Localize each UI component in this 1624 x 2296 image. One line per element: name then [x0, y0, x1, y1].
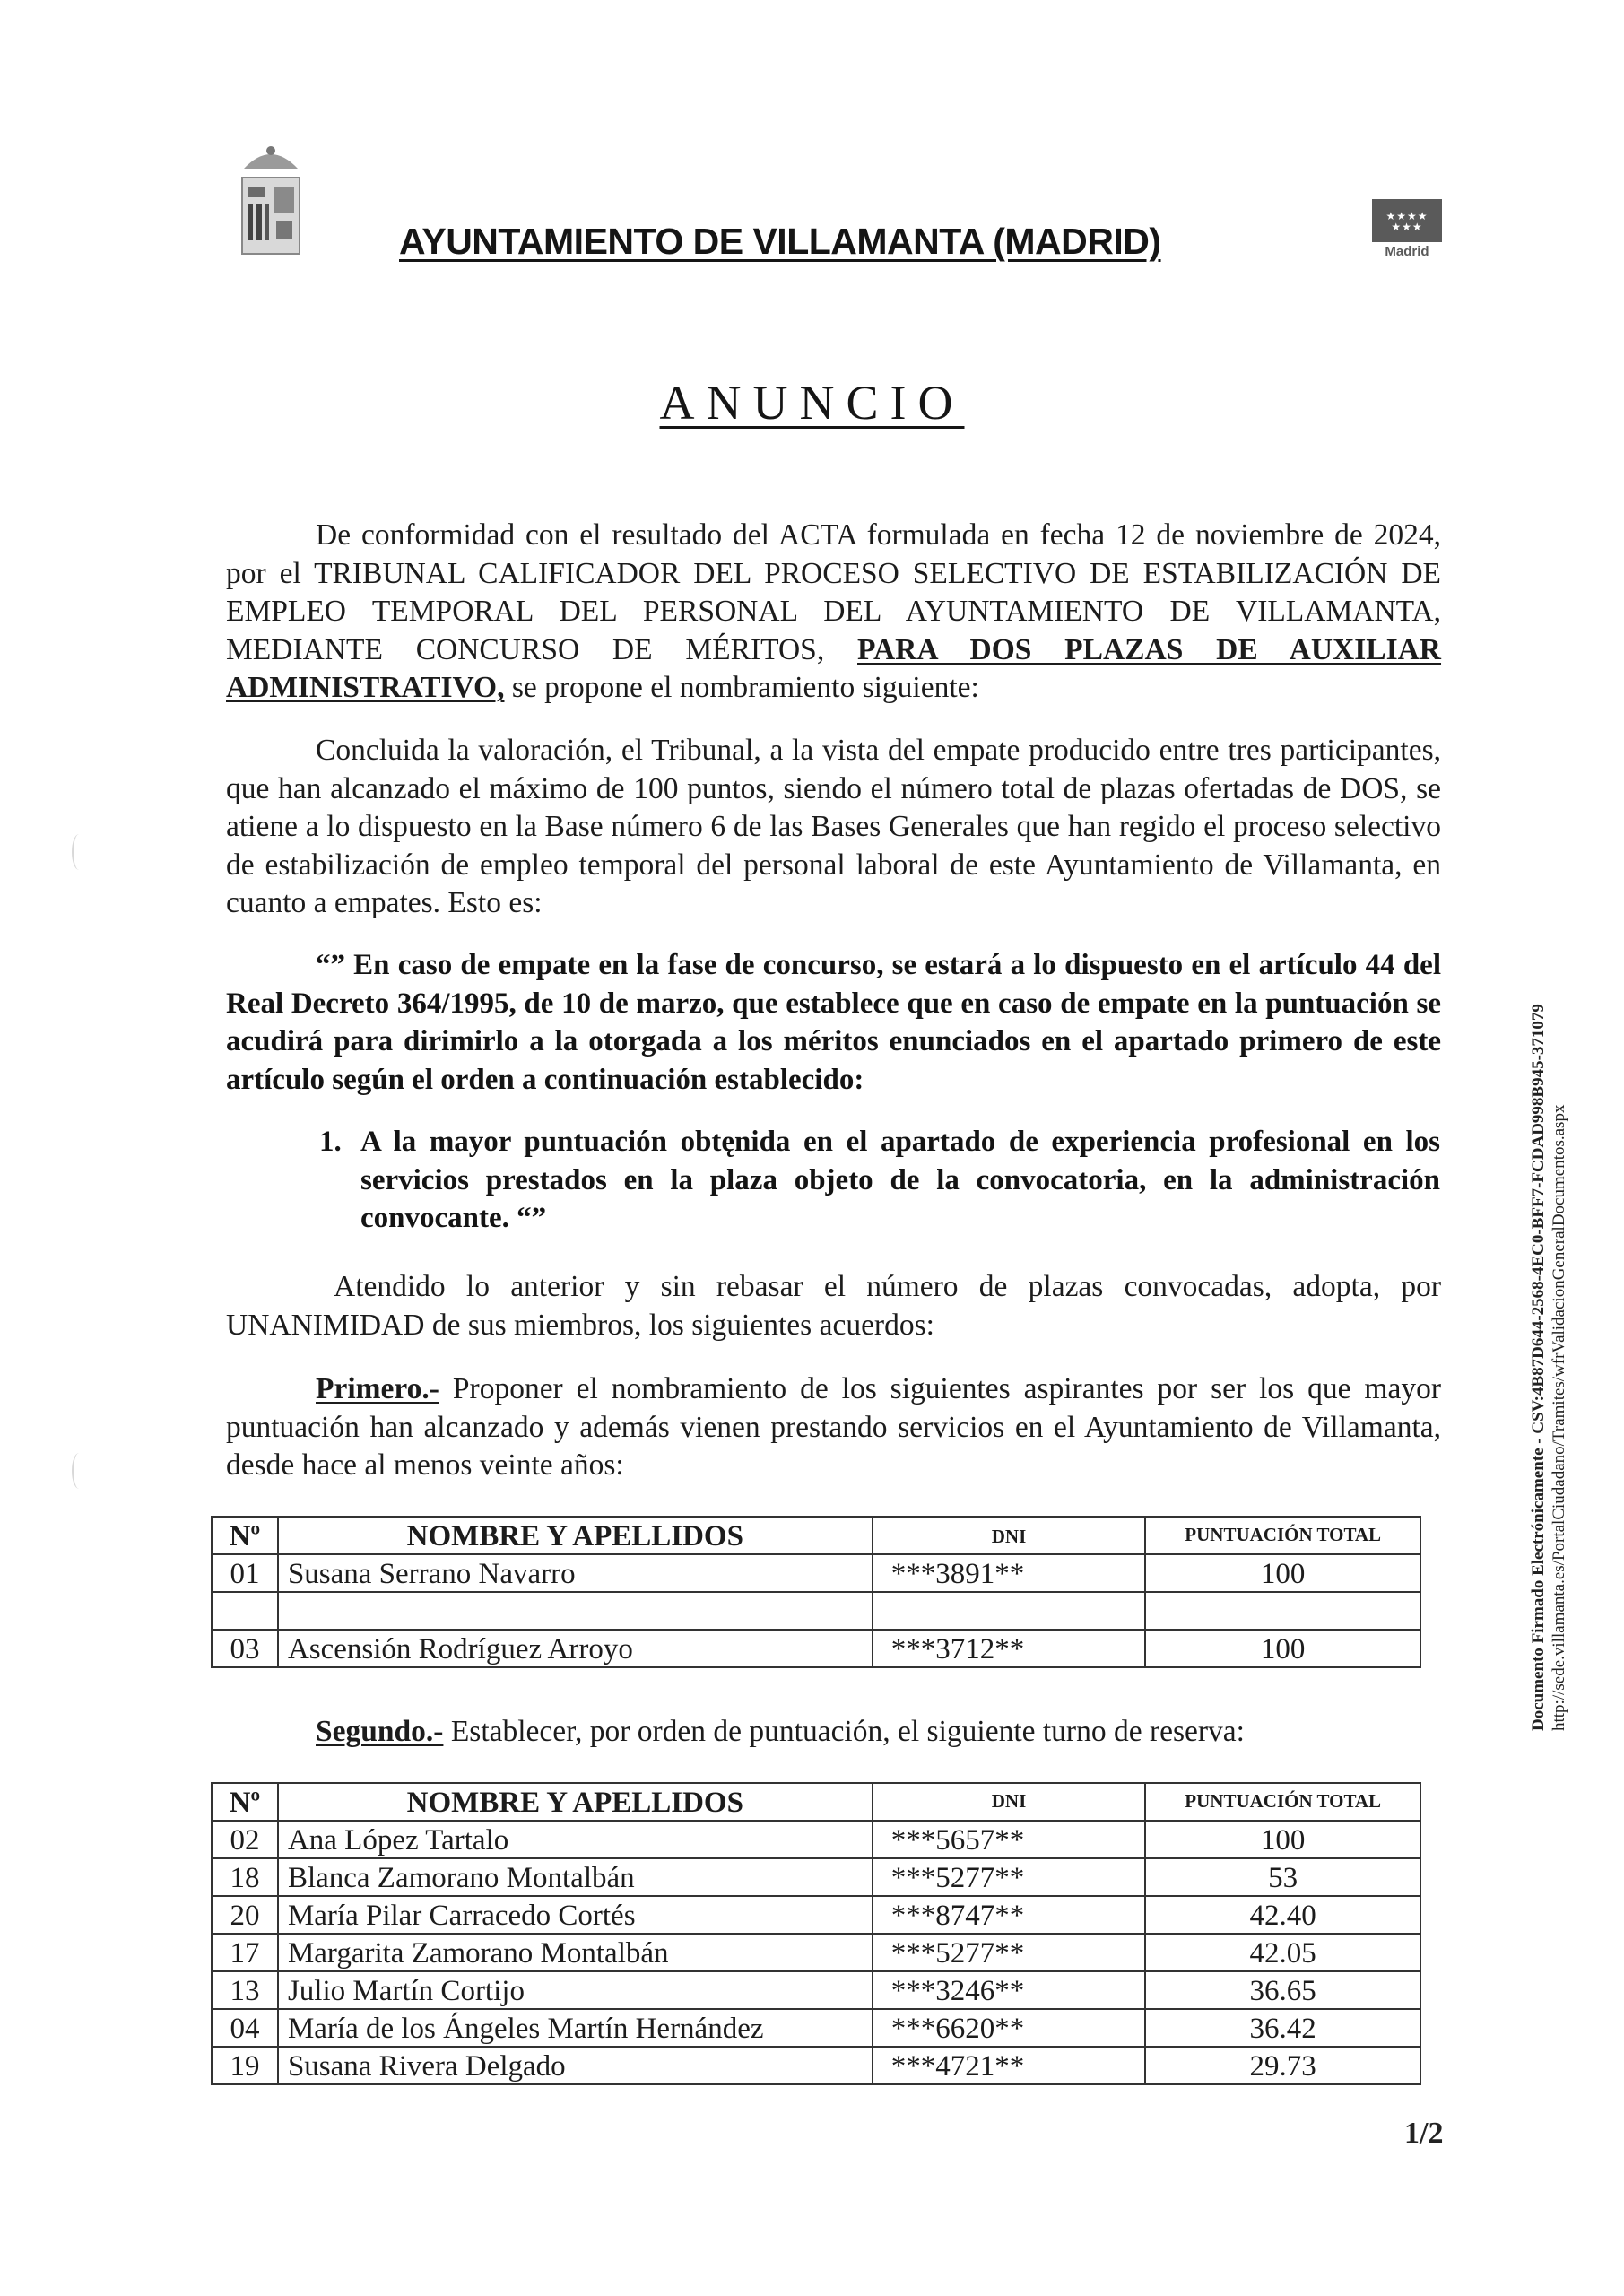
signature-csv: Documento Firmado Electrónicamente - CSV:4B87D644-2568-4EC0-BFF7-FCDAD998B945-371079 — [1529, 1004, 1548, 1731]
document-title: ANUNCIO — [659, 376, 965, 430]
reserve-table — [211, 1782, 1421, 2085]
table-row: 17 Margarita Zamorano Montalbán ***5277** 42.05 — [212, 1934, 1420, 1971]
header-score: PUNTUACIÓN TOTAL — [1145, 1517, 1420, 1554]
intro-paragraph: De conformidad con el resultado del ACTA formulada en fecha 12 de noviembre de 2024, por el TRIBUNAL CALIFICADOR DEL PROCESO SELECTIVO DE ESTABILIZACIÓN DE EMPLEO TEMPORAL DEL PERSONAL DEL AYUNTAMIENTO DE VILLAMANTA, MEDIANTE CONCURSO DE MÉRITOS, PARA DOS PLAZAS DE AUXILIAR ADMINISTRATIVO, se propone el nombramiento siguiente: — [226, 518, 1442, 704]
scan-margin-mark — [72, 1453, 86, 1489]
header-title: AYUNTAMIENTO DE VILLAMANTA (MADRID) — [399, 221, 1161, 262]
table-header-row: Nº NOMBRE Y APELLIDOS DNI PUNTUACIÓN TOTAL — [212, 1783, 1420, 1821]
item-text: A la mayor puntuación obtęnida en el apartado de experiencia profesional en los servicios prestados en la plaza objeto de la convocatoria, en la administración convocante. “” — [360, 1126, 1440, 1234]
quoted-rule: “” En caso de empate en la fase de concurso, se estará a lo dispuesto en el artículo 44 del Real Decreto 364/1995, de 10 de marzo, que establece que en caso de empate en la puntuación se acudirá para dirimirlo a la otorgada a los méritos enunciados en el apartado primero de este artículo según el orden a continuación establecido: — [226, 949, 1441, 1096]
item-number: 1. — [319, 1126, 342, 1158]
table-row: 04 María de los Ángeles Martín Hernández ***6620** 36.42 — [212, 2009, 1420, 2047]
quoted-rule-item — [319, 1123, 1440, 1238]
madrid-logo-label: Madrid — [1385, 244, 1429, 259]
table-row: 03 Ascensión Rodríguez Arroyo ***3712** 100 — [212, 1630, 1420, 1667]
electronic-signature-note — [1528, 1004, 1569, 1731]
table-row: 01 Susana Serrano Navarro ***3891** 100 — [212, 1554, 1420, 1592]
table-header-row — [212, 1517, 1420, 1554]
validation-url: http://sede.villamanta.es/PortalCiudadano/Tramites/wfrValidacionGeneralDocumentos.aspx — [1550, 1104, 1568, 1731]
header-dni: DNI — [873, 1517, 1146, 1554]
madrid-flag-icon: ★★★★ ★★★ — [1372, 199, 1442, 242]
table-row: 13 Julio Martín Cortijo ***3246** 36.65 — [212, 1971, 1420, 2009]
comunidad-madrid-logo — [1372, 199, 1442, 262]
header-name: NOMBRE Y APELLIDOS — [278, 1517, 873, 1554]
tie-paragraph: Concluida la valoración, el Tribunal, a la vista del empate producido entre tres participantes, que han alcanzado el máximo de 100 puntos, siendo el número total de plazas ofertadas de DOS, se atiene a lo dispuesto en la Base número 6 de las Bases Generales que han regido el proceso selectivo de estabilización de empleo temporal del personal laboral de este Ayuntamiento de Villamanta, en cuanto a empates. Esto es: — [226, 734, 1441, 919]
table-row: 18 Blanca Zamorano Montalbán ***5277** 53 — [212, 1858, 1420, 1896]
intro-emphasis: PARA DOS PLAZAS DE AUXILIAR ADMINISTRATIVO, — [226, 632, 1442, 704]
primero-paragraph: Primero.- Proponer el nombramiento de los siguientes aspirantes por ser los que mayor puntuación han alcanzado y además vienen prestando servicios en el Ayuntamiento de Villamanta, desde hace al menos veinte años: — [226, 1372, 1441, 1482]
table-row: 19 Susana Rivera Delgado ***4721** 29.73 — [212, 2047, 1420, 2084]
table-row: 02 Ana López Tartalo ***5657** 100 — [212, 1821, 1420, 1858]
header-n: Nº — [212, 1517, 278, 1554]
segundo-paragraph: Segundo.- Establecer, por orden de puntuación, el siguiente turno de reserva: — [316, 1715, 1245, 1748]
table-row — [212, 1592, 1420, 1630]
page-number: 1/2 — [1404, 2117, 1444, 2150]
appointment-table — [211, 1516, 1421, 1668]
primero-label: Primero.- — [316, 1372, 439, 1405]
segundo-label: Segundo.- — [316, 1715, 444, 1748]
agreement-paragraph: Atendido lo anterior y sin rebasar el número de plazas convocadas, adopta, por UNANIMIDAD de sus miembros, los siguientes acuerdos: — [226, 1270, 1441, 1342]
coat-of-arms-logo — [235, 142, 307, 258]
scan-margin-mark — [72, 834, 86, 870]
table-row: 20 María Pilar Carracedo Cortés ***8747** 42.40 — [212, 1896, 1420, 1934]
